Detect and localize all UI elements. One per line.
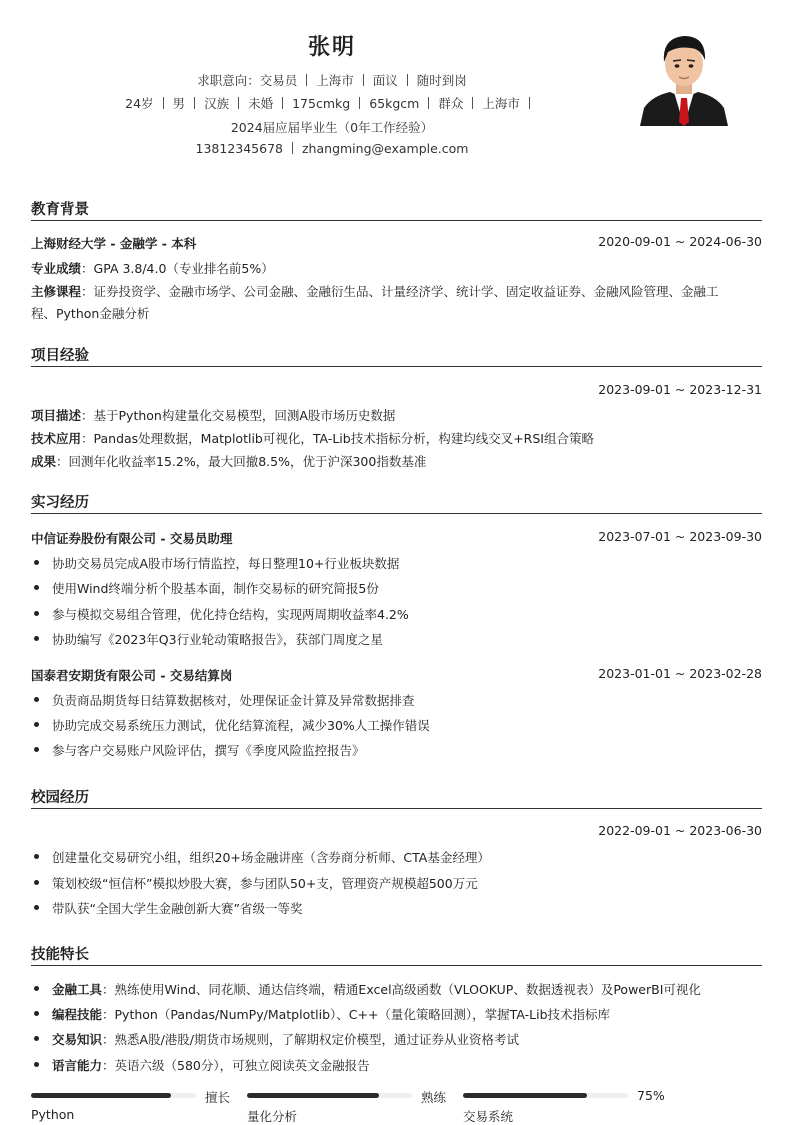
bullet-icon (34, 905, 39, 910)
list-item (31, 1030, 519, 1048)
marital-status: 未婚 (248, 96, 274, 111)
list-item-text: 带队获“全国大学生金融创新大赛”省级一等奖 (52, 901, 303, 916)
list-item (31, 874, 478, 892)
grade-value: ：GPA 3.8/4.0（专业排名前5%） (81, 261, 274, 276)
skill-label: 交易知识 (52, 1032, 103, 1047)
result-label: 成果 (31, 454, 57, 469)
political-status: 群众 (438, 96, 464, 111)
graduation-info: 2024届应届毕业生（0年工作经验） (230, 120, 434, 135)
avatar (638, 26, 730, 126)
bullet-icon (34, 986, 39, 991)
contact-line (0, 141, 664, 156)
skill-track (31, 1093, 196, 1098)
age: 24岁 (125, 96, 154, 111)
section-title-education: 教育背景 (31, 202, 89, 218)
divider (529, 97, 530, 109)
divider (194, 97, 195, 109)
section-title-skills: 技能特长 (31, 947, 89, 963)
education-courses-cont: 程、Python金融分析 (31, 306, 150, 321)
bullet-icon (34, 697, 39, 702)
education-grade (31, 259, 762, 277)
divider (407, 74, 408, 86)
divider (472, 97, 473, 109)
list-item (31, 691, 415, 709)
tech-value: ：Pandas处理数据，Matplotlib可视化，TA-Lib技术指标分析，构建均线交叉+RSI组合策略 (81, 431, 594, 446)
skill-fill (31, 1093, 171, 1098)
section-title-project: 项目经验 (31, 348, 89, 364)
bullet-icon (34, 1036, 39, 1041)
skill-name: 交易系统 (463, 1109, 514, 1124)
list-item-text: 参与客户交易账户风险评估，撰写《季度风险监控报告》 (52, 743, 365, 758)
job-date: 2023-07-01 ~ 2023-09-30 (598, 529, 762, 544)
skill-bar-trading-system (463, 1088, 663, 1123)
education-date: 2020-09-01 ~ 2024-06-30 (598, 234, 762, 249)
list-item-text: 协助交易员完成A股市场行情监控，每日整理10+行业板块数据 (52, 556, 400, 571)
skill-track (463, 1093, 628, 1098)
list-item (31, 899, 302, 917)
section-title-internship: 实习经历 (31, 495, 89, 511)
section-divider (31, 513, 762, 514)
list-item (31, 579, 379, 597)
section-title-campus: 校园经历 (31, 790, 89, 806)
skill-label: 金融工具 (52, 982, 103, 997)
skill-level: 熟练 (421, 1090, 447, 1105)
bullet-icon (34, 1062, 39, 1067)
skill-fill (463, 1093, 587, 1098)
section-divider (31, 220, 762, 221)
divider (292, 142, 293, 154)
weight: 65kgcm (369, 96, 420, 111)
gender: 男 (172, 96, 186, 111)
divider (363, 74, 364, 86)
ethnicity: 汉族 (204, 96, 230, 111)
height: 175cmkg (292, 96, 351, 111)
skill-text: ：熟练使用Wind、同花顺、通达信终端，精通Excel高级函数（VLOOKUP、数据透视表）及PowerBI可视化 (102, 982, 701, 997)
bullet-icon (34, 747, 39, 752)
section-divider (31, 366, 762, 367)
divider (282, 97, 283, 109)
result-value: ：回测年化收益率15.2%，最大回撤8.5%，优于沪深300指数基准 (56, 454, 427, 469)
skill-bar-quant (247, 1088, 447, 1123)
list-item-text: 参与模拟交易组合管理，优化持仓结构，实现两周期收益率4.2% (52, 607, 409, 622)
job-date: 2023-01-01 ~ 2023-02-28 (598, 666, 762, 681)
intent-salary: 面议 (372, 73, 398, 88)
bullet-icon (34, 1011, 39, 1016)
list-item (31, 605, 409, 623)
list-item (31, 1056, 370, 1074)
bullet-icon (34, 854, 39, 859)
skill-name: Python (31, 1107, 75, 1122)
tech-label: 技术应用 (31, 431, 82, 446)
list-item (31, 848, 490, 866)
desc-label: 项目描述 (31, 408, 82, 423)
bullet-icon (34, 585, 39, 590)
grade-label: 专业成绩 (31, 261, 82, 276)
job-intent: 求职意向：交易员 (197, 73, 298, 88)
list-item (31, 554, 399, 572)
campus-date: 2022-09-01 ~ 2023-06-30 (598, 823, 762, 838)
bullet-icon (34, 636, 39, 641)
email: zhangming@example.com (302, 141, 469, 156)
list-item-text: 协助完成交易系统压力测试，优化结算流程，减少30%人工操作错误 (52, 718, 430, 733)
project-date: 2023-09-01 ~ 2023-12-31 (598, 382, 762, 397)
skill-level: 擅长 (205, 1090, 231, 1105)
courses-value: ：证券投资学、金融市场学、公司金融、金融衍生品、计量经济学、统计学、固定收益证券、金融风险管理、金融工 (81, 284, 719, 299)
list-item-text: 策划校级“恒信杯”模拟炒股大赛，参与团队50+支，管理资产规模超500万元 (52, 876, 478, 891)
bullet-icon (34, 560, 39, 565)
project-result (31, 452, 762, 470)
list-item (31, 630, 383, 648)
personal-info-line (0, 94, 664, 112)
project-tech (31, 429, 762, 447)
skill-label: 编程技能 (52, 1007, 103, 1022)
skill-text: ：熟悉A股/港股/期货市场规则，了解期权定价模型，通过证券从业资格考试 (102, 1032, 519, 1047)
intent-city: 上海市 (316, 73, 354, 88)
phone: 13812345678 (195, 141, 283, 156)
residence: 上海市 (482, 96, 520, 111)
job-intent-line (0, 71, 664, 89)
skill-label: 语言能力 (52, 1058, 103, 1073)
bullet-icon (34, 722, 39, 727)
skill-text: ：英语六级（580分），可独立阅读英文金融报告 (102, 1058, 370, 1073)
intent-availability: 随时到岗 (416, 73, 467, 88)
list-item (31, 741, 365, 759)
divider (359, 97, 360, 109)
skill-fill (247, 1093, 379, 1098)
list-item (31, 716, 430, 734)
skill-bar-python (31, 1088, 231, 1123)
section-divider (31, 965, 762, 966)
project-description (31, 406, 762, 424)
section-divider (31, 808, 762, 809)
skill-level: 75% (637, 1088, 665, 1103)
divider (238, 97, 239, 109)
list-item-text: 负责商品期货每日结算数据核对，处理保证金计算及异常数据排查 (52, 693, 415, 708)
list-item-text: 协助编写《2023年Q3行业轮动策略报告》，获部门周度之星 (52, 632, 383, 647)
company-title: 国泰君安期货有限公司 - 交易结算岗 (31, 668, 233, 683)
desc-value: ：基于Python构建量化交易模型，回测A股市场历史数据 (81, 408, 396, 423)
courses-label: 主修课程 (31, 284, 82, 299)
list-item-text: 使用Wind终端分析个股基本面，制作交易标的研究简报5份 (52, 581, 379, 596)
list-item (31, 980, 701, 998)
skill-track (247, 1093, 412, 1098)
list-item (31, 1005, 610, 1023)
bullet-icon (34, 880, 39, 885)
skill-name: 量化分析 (247, 1109, 298, 1124)
bullet-icon (34, 611, 39, 616)
company-title: 中信证券股份有限公司 - 交易员助理 (31, 531, 233, 546)
skill-text: ：Python（Pandas/NumPy/Matplotlib）、C++（量化策略回测），掌握TA-Lib技术指标库 (102, 1007, 610, 1022)
list-item-text: 创建量化交易研究小组，组织20+场金融讲座（含券商分析师、CTA基金经理） (52, 850, 490, 865)
divider (428, 97, 429, 109)
divider (163, 97, 164, 109)
school-degree: 上海财经大学 - 金融学 - 本科 (31, 236, 197, 251)
education-courses (31, 282, 762, 300)
divider (306, 74, 307, 86)
candidate-name: 张明 (307, 35, 356, 60)
